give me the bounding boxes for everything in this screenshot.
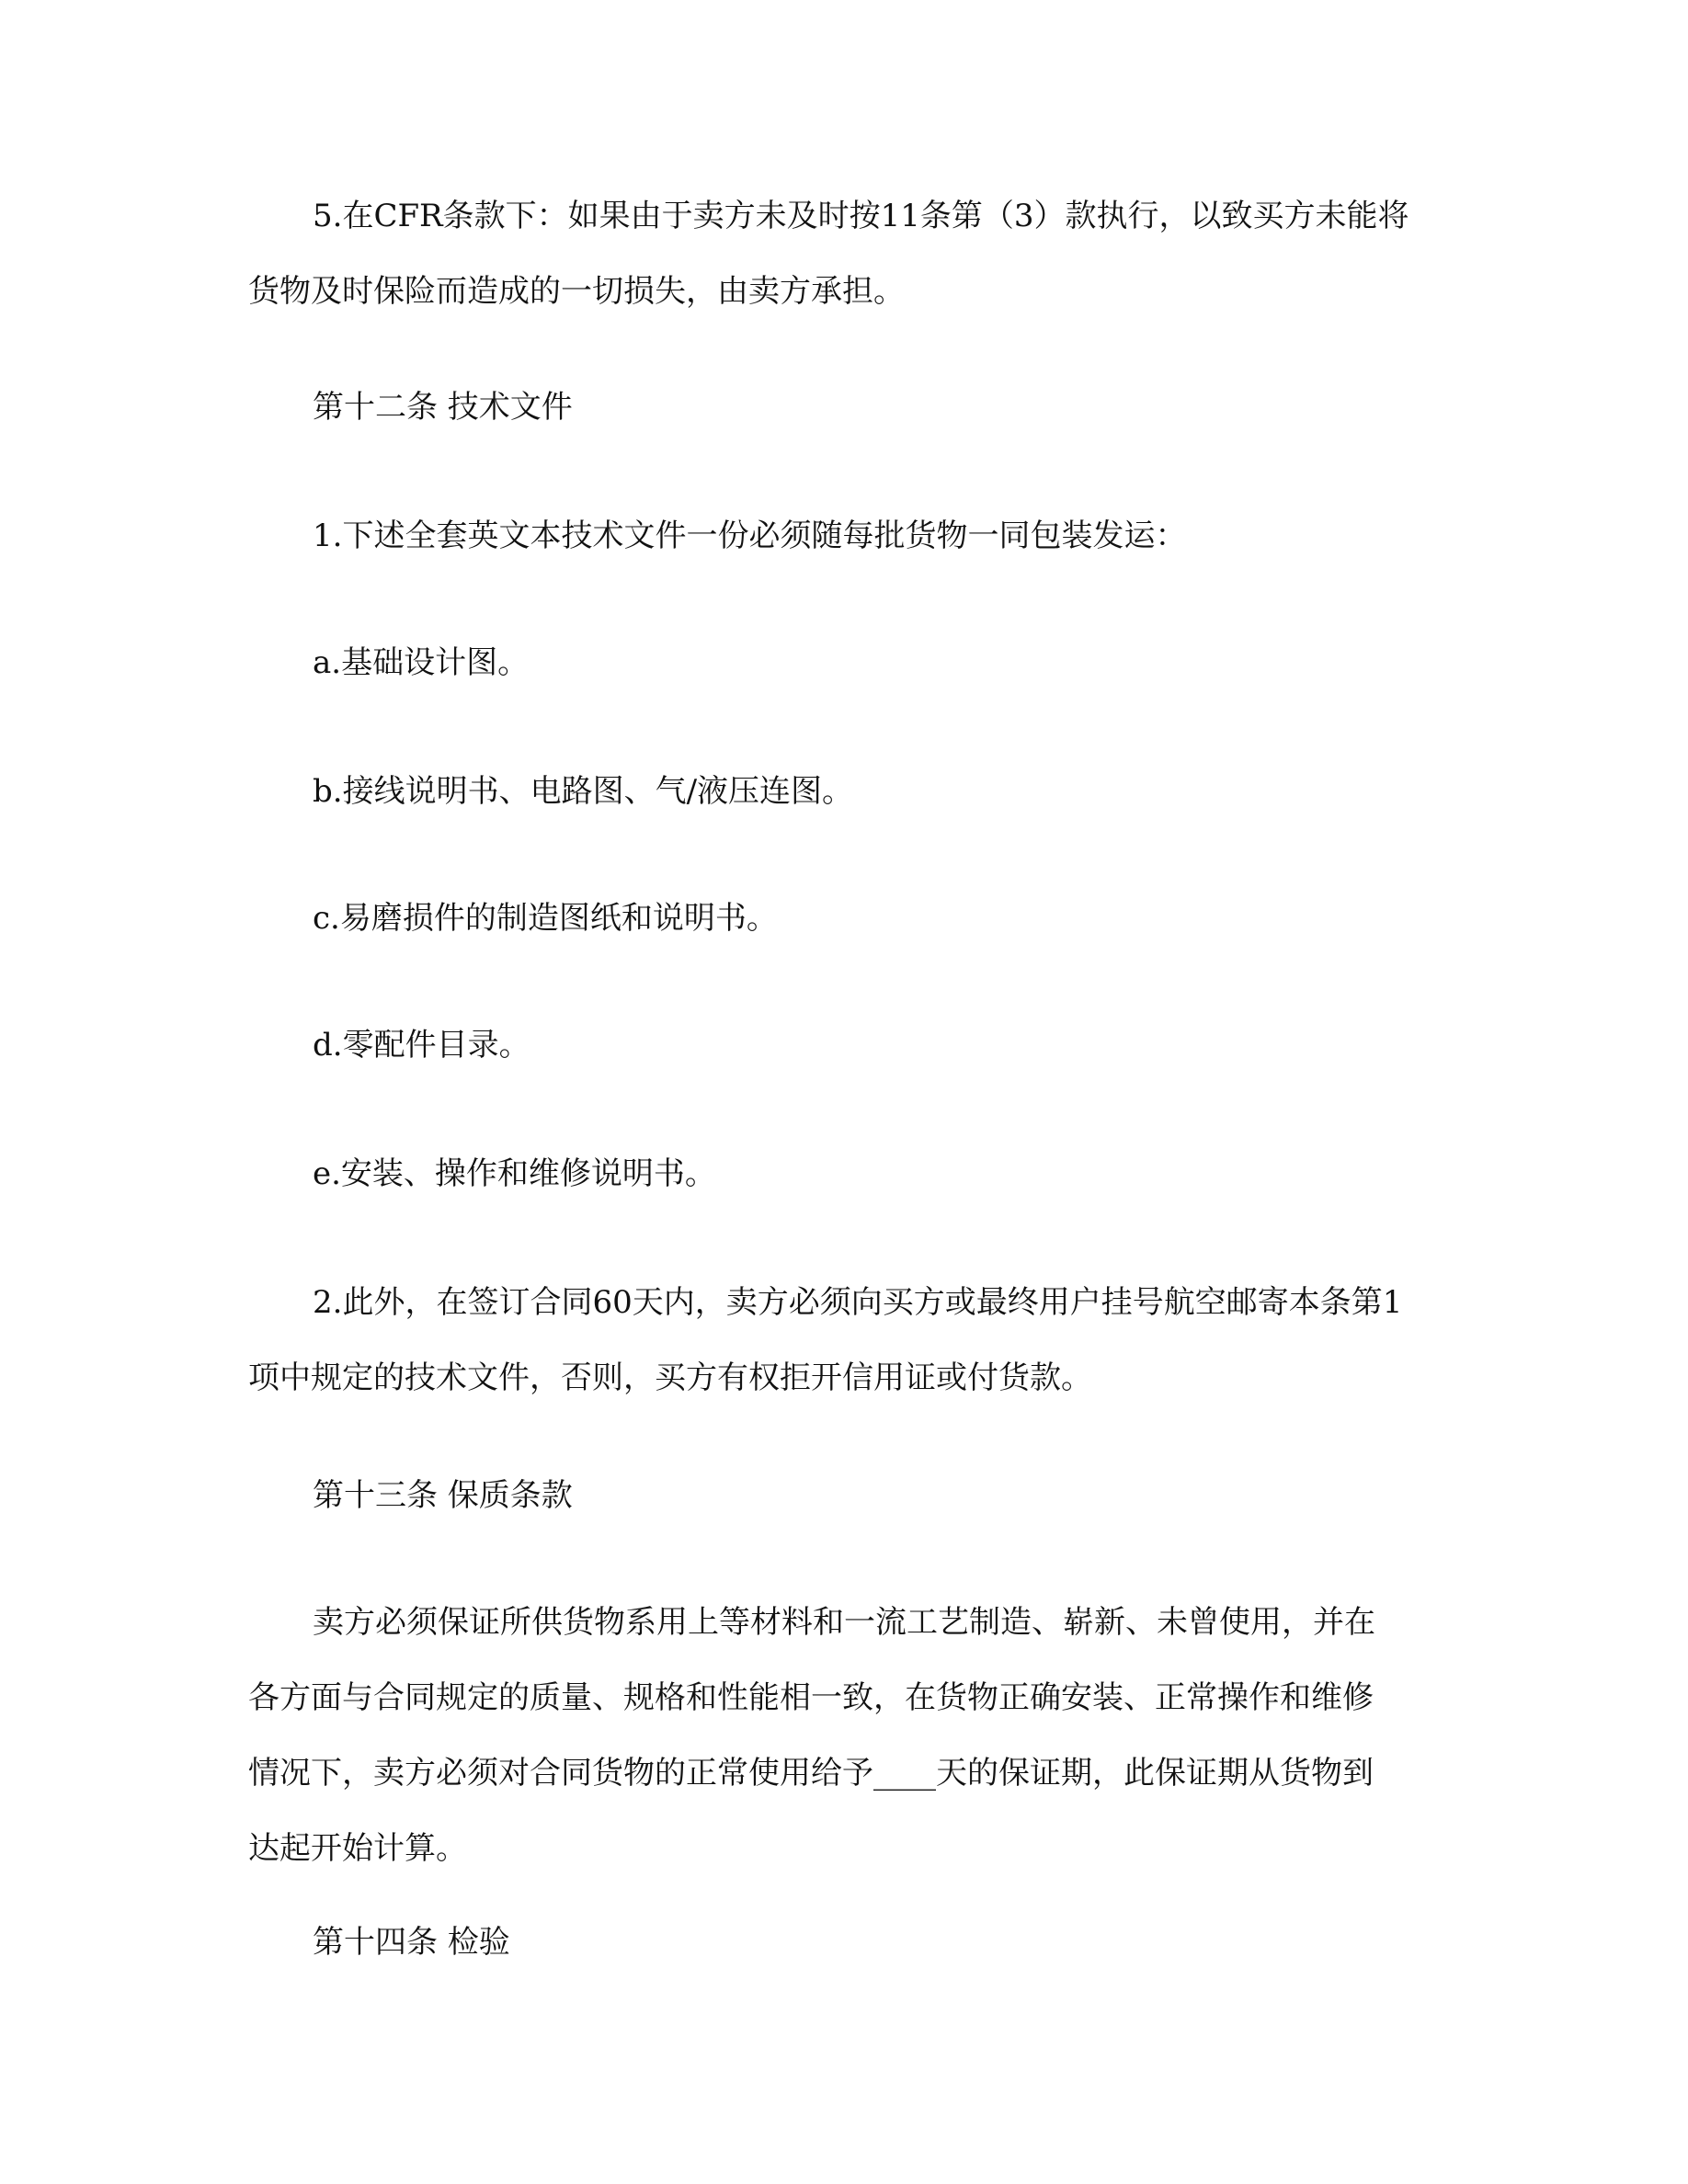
section-heading-quality-guarantee: 第十三条 保质条款 [313, 1477, 573, 1514]
text-line: 5.在CFR条款下：如果由于卖方未及时按11条第（3）款执行，以致买方未能将 [313, 198, 1409, 234]
list-item-b [248, 754, 1434, 829]
section-heading-inspection: 第十四条 检验 [313, 1924, 510, 1961]
paragraph-documents-mailing [248, 1265, 1434, 1416]
list-item-a [248, 625, 1434, 700]
text-line: 达起开始计算。 [248, 1830, 467, 1867]
section-heading-technical-documents: 第十二条 技术文件 [313, 389, 573, 426]
list-item-d [248, 1007, 1434, 1083]
text-line: 项中规定的技术文件，否则，买方有权拒开信用证或付货款。 [248, 1359, 1092, 1396]
text-line: 卖方必须保证所供货物系用上等材料和一流工艺制造、崭新、未曾使用，并在 [313, 1604, 1375, 1641]
text-line: 情况下，卖方必须对合同货物的正常使用给予____天的保证期，此保证期从货物到 [248, 1755, 1374, 1792]
text-line: b.接线说明书、电路图、气/液压连图。 [313, 773, 854, 810]
text-line: 各方面与合同规定的质量、规格和性能相一致，在货物正确安装、正常操作和维修 [248, 1679, 1374, 1716]
text-line: c.易磨损件的制造图纸和说明书。 [313, 900, 778, 937]
list-item-c [248, 881, 1434, 956]
text-line: a.基础设计图。 [313, 644, 530, 681]
paragraph-cfr-loss [248, 178, 1434, 329]
text-line: 2.此外，在签订合同60天内，卖方必须向买方或最终用户挂号航空邮寄本条第1 [313, 1284, 1403, 1321]
text-line: 1.下述全套英文本技术文件一份必须随每批货物一同包装发运： [313, 518, 1187, 554]
text-line: d.零配件目录。 [313, 1027, 530, 1064]
paragraph-documents-list-intro [248, 498, 1434, 574]
list-item-e [248, 1136, 1434, 1211]
paragraph-quality-guarantee [248, 1585, 1434, 1886]
text-line: 货物及时保险而造成的一切损失，由卖方承担。 [248, 273, 905, 310]
text-line: e.安装、操作和维修说明书。 [313, 1155, 716, 1192]
